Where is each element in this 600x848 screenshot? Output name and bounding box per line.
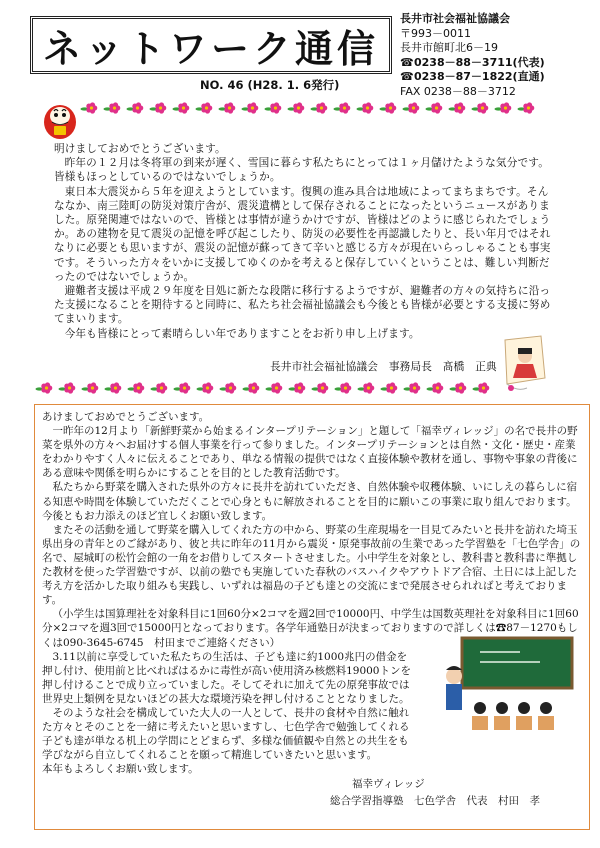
flower-center-icon	[113, 106, 116, 109]
flower-center-icon	[459, 386, 462, 389]
flower-center-icon	[229, 386, 232, 389]
paragraph: 昨年の１２月は冬将軍の到来が遅く、雪国に暮らす私たちにとっては１ヶ月儲けたような気分です。皆様もほっとしているのではないでしょうか。	[54, 157, 550, 184]
flower-center-icon	[367, 386, 370, 389]
newsletter-title-box	[30, 16, 392, 74]
flower-center-icon	[389, 106, 392, 109]
tel-direct: 0238－87－1822(直通)	[414, 70, 545, 83]
flower-center-icon	[136, 106, 139, 109]
flower-icon	[449, 102, 466, 113]
flower-center-icon	[68, 386, 71, 389]
flower-icon	[36, 382, 53, 393]
flower-icon	[243, 382, 260, 393]
flower-icon	[426, 102, 443, 113]
contact-block	[400, 12, 595, 99]
flower-icon	[335, 382, 352, 393]
flower-icon	[450, 382, 467, 393]
org-name: 長井市社会福祉協議会	[400, 12, 510, 25]
flower-icon	[265, 102, 282, 113]
flower-icon	[518, 102, 535, 113]
phone-icon: ☎	[400, 70, 414, 83]
flower-icon	[381, 382, 398, 393]
flower-center-icon	[436, 386, 439, 389]
flower-center-icon	[205, 106, 208, 109]
flower-garland-top	[80, 100, 540, 116]
flower-center-icon	[320, 106, 323, 109]
paragraph: 3.11以前に享受していた私たちの生活は、子ども達に約1000兆円の借金を押し付け、使用前と比べればはるかに毒性が高い使用済み核燃料19000トンを押し付けることで成り立っていました。そしてそれに加えて先の原発事故では世界史上類例を見ないほどの甚大な環境汚染を押し付けることとなりました。	[42, 650, 411, 705]
flower-center-icon	[182, 106, 185, 109]
kite-icon	[497, 334, 549, 396]
flower-icon	[495, 102, 512, 113]
flower-icon	[334, 102, 351, 113]
flower-icon	[82, 382, 99, 393]
flower-garland-svg	[35, 380, 495, 396]
flower-center-icon	[344, 386, 347, 389]
flower-center-icon	[228, 106, 231, 109]
flower-icon	[266, 382, 283, 393]
flower-icon	[289, 382, 306, 393]
paragraph: 一昨年の12月より「新鮮野菜から始まるインタープリテーション」と題して「福幸ヴィレッジ」の名で長井の野菜を県外の方々へお届けする個人事業を行って参りました。インタープリテーションとは自然・文化・歴史・産業をわかりやすく人々に伝えることであり、単なる情報の提供ではなく直接体験や教材を通し、事物や事象の背後にある意味や関係を明らかにすることを目的とした教育活動です。	[42, 425, 578, 480]
flower-center-icon	[343, 106, 346, 109]
flower-center-icon	[321, 386, 324, 389]
flower-icon	[403, 102, 420, 113]
flower-center-icon	[251, 106, 254, 109]
flower-icon	[81, 102, 98, 113]
flower-icon	[174, 382, 191, 393]
flower-center-icon	[412, 106, 415, 109]
flower-garland-middle	[35, 380, 495, 396]
flower-icon	[473, 382, 490, 393]
paragraph: （小学生は国算理社を対象科目に1回60分×2コマを週2回で10000円、中学生は国数英理社を対象科目に1回60分×2コマを週3回で15000円となっております。各学年通塾日が決まっておりますので詳しくは☎87－1270もしくは090-3645-6745 村田までご連絡ください）	[42, 608, 579, 649]
flower-garland-svg	[80, 100, 540, 116]
flower-icon	[128, 382, 145, 393]
flower-icon	[380, 102, 397, 113]
letter-section-1	[54, 142, 554, 341]
address: 長井市館町北6－19	[400, 41, 498, 54]
signature-1: 長井市社会福祉協議会 事務局長 髙橋 正典	[270, 360, 497, 373]
flower-icon	[150, 102, 167, 113]
flower-center-icon	[159, 106, 162, 109]
signature-2	[330, 776, 540, 810]
flower-center-icon	[114, 386, 117, 389]
flower-center-icon	[527, 106, 530, 109]
flower-icon	[242, 102, 259, 113]
tel-main: 0238－88－3711(代表)	[414, 55, 545, 69]
flower-icon	[104, 102, 121, 113]
tel-main-row	[400, 56, 595, 71]
flower-center-icon	[481, 106, 484, 109]
flower-center-icon	[366, 106, 369, 109]
tel-direct-row	[400, 70, 595, 85]
fax-number: FAX 0238－88－3712	[400, 84, 516, 98]
signature-name: 総合学習指導塾 七色学舎 代表 村田 孝	[330, 795, 540, 807]
flower-icon	[472, 102, 489, 113]
flower-center-icon	[274, 106, 277, 109]
paragraph: またその活動を通して野菜を購入してくれた方の中から、野菜の生産現場を一目見てみたいと長井を訪れた埼玉県出身の青年とのご縁があり、彼と共に昨年の11月から震災・原発事故前の生業であった学習塾を「七色学舎」の名で、屋城町の松竹会館の一角をお借りしてスタートさせました。小中学生を対象とし、教科書と教科書に準拠した教材を使った学習塾ですが、以前の塾でも実施していた春秋のバスハイクやアウトドア合宿、土日には上記した考え方を活かした取り組みも実践し、いずれは福島の子ども達との交流にまで発展させられればと考えております。	[42, 523, 581, 607]
daruma-icon	[42, 96, 78, 140]
paragraph: 本年もよろしくお願い致します。	[42, 763, 199, 776]
flower-icon	[173, 102, 190, 113]
flower-icon	[220, 382, 237, 393]
paragraph: あけましておめでとうございます。	[42, 411, 210, 423]
flower-center-icon	[435, 106, 438, 109]
flower-center-icon	[45, 386, 48, 389]
newsletter-title: ネットワーク通信	[42, 26, 379, 71]
flower-icon	[151, 382, 168, 393]
flower-icon	[197, 382, 214, 393]
flower-icon	[59, 382, 76, 393]
paragraph: 明けましておめでとうございます。	[54, 143, 226, 155]
flower-icon	[196, 102, 213, 113]
phone-icon: ☎	[400, 55, 414, 69]
flower-center-icon	[458, 106, 461, 109]
signature-org: 福幸ヴィレッジ	[352, 778, 425, 790]
flower-center-icon	[413, 386, 416, 389]
paragraph: 私たちから野菜を購入された県外の方々に長井を訪れていただき、自然体験や収穫体験、いにしえの暮らしに宿る知恵や時間を体験していただくことで心身ともに解放されることを目的に願いこの事業に取り組んでおります。今後ともお力添えのほど宜しくお願い致します。	[42, 481, 578, 522]
flower-center-icon	[298, 386, 301, 389]
postal-code: 〒993－0011	[400, 26, 471, 40]
flower-center-icon	[91, 386, 94, 389]
issue-number: NO. 46 (H28. 1. 6発行)	[200, 78, 340, 92]
flower-center-icon	[252, 386, 255, 389]
flower-center-icon	[275, 386, 278, 389]
flower-icon	[288, 102, 305, 113]
flower-center-icon	[297, 106, 300, 109]
flower-icon	[404, 382, 421, 393]
flower-center-icon	[90, 106, 93, 109]
flower-icon	[311, 102, 328, 113]
paragraph: 東日本大震災から５年を迎えようとしています。復興の進み具合は地域によってまちまちです。そんななか、南三陸町の防災対策庁舎が、震災遺構として保存されることになったというニュースがありました。原発関連ではないので、皆様とは事情が違うかけですが、皆様はどのように感じられたでしょうか。あの建物を見て震災の記憶を呼び起こしたり、防災の必要性を再認識したりと、長い年月ではそれなりに必要とも思いますが、震災の記憶が蘇ってきて辛いと感じる方々が現在いらっしゃることも事実です。そういった方々をいかに支援してゆくのかを考えると保存していくということは、難しい判断だったのではないでしょうか。	[54, 185, 551, 283]
flower-center-icon	[390, 386, 393, 389]
classroom-icon	[440, 632, 580, 736]
flower-icon	[312, 382, 329, 393]
flower-center-icon	[137, 386, 140, 389]
paragraph: 避難者支援は平成２９年度を目処に新たな段階に移行するようですが、避難者の方々の気持ちに沿った支援になることを期待すると同時に、私たち社会福祉協議会も今後とも皆様が必要とする支援に努めてまいります。	[54, 285, 551, 326]
paragraph: そのような社会を構成していた大人の一人として、長井の食材や自然に触れた方々とそのことを一緒に考えたいと思いますし、七色学舎で勉強してくれる子ども達が単なる机上の学問にとどまらず、多様な価値観や自然との共生をも学びながら自立してくれることを願って精進していきたいと思います。	[42, 706, 410, 762]
flower-center-icon	[482, 386, 485, 389]
flower-center-icon	[206, 386, 209, 389]
flower-icon	[427, 382, 444, 393]
flower-center-icon	[183, 386, 186, 389]
flower-center-icon	[504, 106, 507, 109]
flower-icon	[358, 382, 375, 393]
paragraph: 今年も皆様にとって素晴らしい年でありますことをお祈り申し上げます。	[64, 327, 420, 340]
flower-center-icon	[160, 386, 163, 389]
flower-icon	[357, 102, 374, 113]
flower-icon	[105, 382, 122, 393]
flower-icon	[219, 102, 236, 113]
flower-icon	[127, 102, 144, 113]
